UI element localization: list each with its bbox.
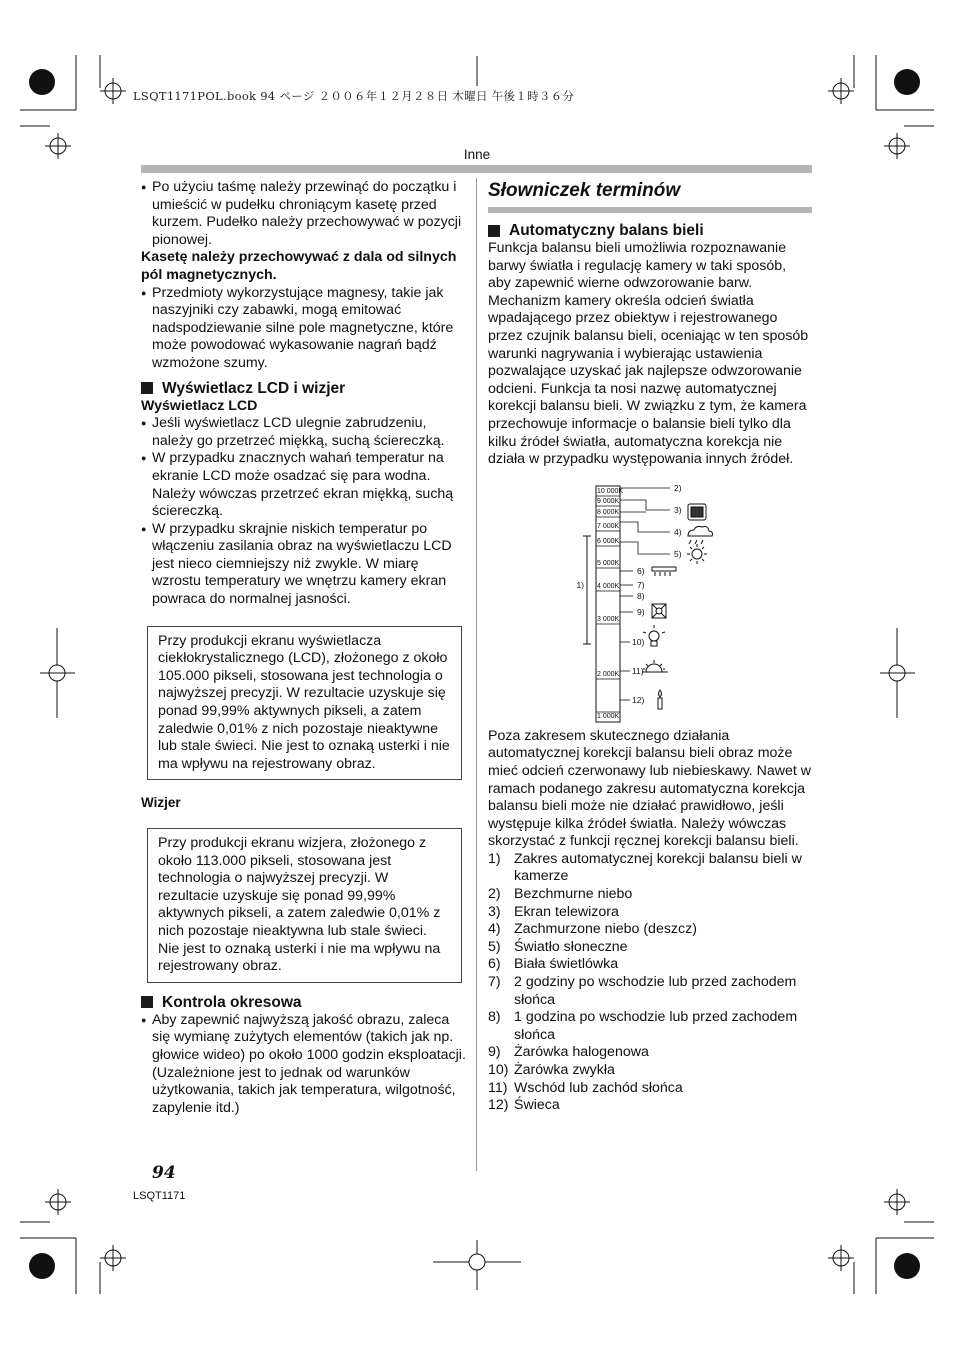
legend-text: Wschód lub zachód słońca: [514, 1079, 683, 1096]
tv-icon: [688, 504, 706, 520]
legend-number: 4): [488, 921, 501, 938]
marker-11: 11): [632, 665, 644, 676]
marker-3: 3): [674, 504, 682, 515]
glossary-bar: [488, 207, 812, 213]
scale-label: 6 000K: [597, 537, 620, 545]
scale-label: 1 000K: [597, 712, 620, 720]
document-code: LSQT1171: [133, 1190, 186, 1202]
legend-number: 3): [488, 903, 501, 920]
page-number: 94: [152, 1163, 176, 1183]
legend-item: [488, 974, 812, 1009]
lcd-section-heading: [141, 379, 466, 398]
right-column: [488, 179, 812, 1115]
legend-text: Ekran telewizora: [514, 903, 619, 920]
scale-label: 10 000K: [597, 487, 624, 495]
scale-label: 8 000K: [597, 508, 620, 516]
legend-item: [488, 886, 812, 904]
service-bullet: ● Aby zapewnić najwyższą jakość obrazu, zaleca się wymianę zużytych elementów (takich jak np. głowice wideo) po około 1000 godzin eksploatacji. (Uzależnione jest to jednak od warunków użytkowania, takich jak temperatura, wilgotność, zapylenie itd.): [141, 1012, 466, 1118]
legend-item: [488, 904, 812, 922]
legend-number: 7): [488, 974, 501, 991]
bullet-tape-rewind: ● Po użyciu taśmę należy przewinąć do początku i umieścić w pudełku chroniącym kasetę przed kurzem. Pudełko należy przechowywać w pozycji pionowej.: [141, 179, 466, 249]
marker-7: 7): [637, 579, 645, 590]
legend-number: 5): [488, 938, 501, 955]
legend-text: 1 godzina po wschodzie lub przed zachodem słońca: [514, 1009, 798, 1043]
viewfinder-subheading: Wizjer: [141, 795, 181, 811]
legend-number: 11): [488, 1079, 508, 1096]
legend-text: Żarówka zwykła: [514, 1062, 615, 1078]
awb-intro: Funkcja balansu bieli umożliwia rozpoznawanie barwy światła i regulację kamery w taki sposób, aby zapewnić wierne odwzorowanie barw. Mechanizm kamery określa odcień światła wpadającego przez obiektyw i rejestrowanego przez czujnik balansu bieli, oceniając w ten sposób warunki nagrywania i wybierając ustawienia pozwalające uzyskać jak najlepsze odwzorowanie odcieni. Funkcja ta nosi nazwę automatycznej korekcji balansu bieli. W związku z tym, że kamera przechowuje informacje o balansie bieli tylko dla kilku źródeł światła, automatyczna korekcja nie działa w przypadku występowania innych źródeł.: [488, 240, 809, 468]
viewfinder-note-text: Przy produkcji ekranu wizjera, złożonego z około 113.000 pikseli, stosowana jest technologia o najwyższej precyzji. W rezultacie uzyskuje się ponad 99,99% aktywnych pikseli, a zatem zaledwie 0,01% z nich pozostaje nieaktywna lub stale świeci. Nie jest to oznaką usterki i nie ma wpływu na rejestrowany obraz.: [158, 835, 441, 975]
marker-10: 10): [632, 636, 645, 647]
magnetic-warning: Kasetę należy przechowywać z dala od silnych pól magnetycznych.: [141, 249, 457, 283]
top-divider-bar: [141, 165, 812, 173]
lcd-bullet: ● Jeśli wyświetlacz LCD ulegnie zabrudzeniu, należy go przetrzeć miękką, suchą ściereczką.: [141, 415, 466, 450]
marker-8: 8): [637, 590, 645, 601]
scale-label: 7 000K: [597, 522, 620, 530]
column-divider: [476, 178, 477, 1171]
legend-number: 8): [488, 1009, 501, 1026]
lcd-subheading: Wyświetlacz LCD: [141, 397, 258, 414]
section-square-icon: [141, 996, 153, 1008]
lcd-note-text: Przy produkcji ekranu wyświetlacza ciekłokrystalicznego (LCD), złożonego z około 105.000 pikseli, stosowana jest technologia o najwyższej precyzji. W rezultacie uzyskuje się ponad 99,99% aktywnych pikseli, a zatem zaledwie 0,01% z nich pozostaje nieaktywne lub stale świeci. Nie jest to oznaką usterki i nie ma wpływu na rejestrowany obraz.: [158, 632, 450, 772]
lcd-bullet: ● W przypadku znacznych wahań temperatur na ekranie LCD może osadzać się para wodna. Należy wówczas przetrzeć ekran miękką, suchą ściereczką.: [141, 450, 466, 520]
legend-text: Zachmurzone niebo (deszcz): [514, 921, 697, 938]
section-label: Inne: [463, 147, 491, 162]
file-info-header: LSQT1171POL.book 94 ページ ２００６年１２月２８日 木曜日 午後１時３６分: [133, 89, 575, 103]
legend-item: [488, 921, 812, 939]
marker-5: 5): [674, 548, 682, 559]
legend-item: [488, 1044, 812, 1062]
lcd-section-title: Wyświetlacz LCD i wizjer: [162, 379, 346, 397]
scale-label: 9 000K: [597, 497, 620, 505]
color-temperature-scale-svg: [488, 484, 812, 724]
marker-1: 1): [576, 579, 584, 590]
scale-label: 4 000K: [597, 582, 620, 590]
legend-item: [488, 1097, 812, 1115]
legend-item: [488, 956, 812, 974]
legend-number: 2): [488, 886, 501, 903]
service-section-title: Kontrola okresowa: [162, 993, 302, 1011]
legend-number: 10): [488, 1062, 509, 1078]
service-section-heading: [141, 993, 466, 1012]
glossary-title: Słowniczek terminów: [488, 180, 681, 201]
legend-item: [488, 939, 812, 957]
legend-text: Świeca: [514, 1097, 560, 1114]
legend-text: Żarówka halogenowa: [514, 1044, 649, 1061]
legend-text: Światło słoneczne: [514, 938, 628, 955]
light-bulb-icon: [643, 625, 665, 646]
legend-item: [488, 851, 812, 886]
legend-number: 1): [488, 850, 501, 867]
scale-label: 3 000K: [597, 615, 620, 623]
section-square-icon: [488, 225, 500, 237]
legend-number: 12): [488, 1097, 509, 1114]
marker-6: 6): [637, 565, 645, 576]
cloud-icon: [688, 526, 713, 544]
legend-number: 9): [488, 1044, 501, 1061]
legend-list: [488, 851, 812, 1115]
awb-after: Poza zakresem skutecznego działania automatycznej korekcji balansu bieli obraz może mieć odcień czerwonawy lub niebieskawy. Nawet w ramach podanego zakresu automatyczna korekcja balansu bieli może nie działać prawidłowo, jeśli występuje kilka źródeł światła. Należy wówczas skorzystać z funkcji ręcznej korekcji balansu bieli.: [488, 727, 812, 850]
sunset-icon: [642, 660, 668, 672]
legend-item: [488, 1009, 812, 1044]
scale-label: 5 000K: [597, 559, 620, 567]
legend-text: Bezchmurne niebo: [514, 886, 633, 903]
viewfinder-note-box: [147, 828, 462, 983]
marker-9: 9): [637, 606, 645, 617]
halogen-lamp-icon: [652, 604, 666, 618]
section-square-icon: [141, 382, 153, 394]
bullet-magnets: ● Przedmioty wykorzystujące magnesy, takie jak naszyjniki czy zabawki, mogą emitować nadspodziewanie silne pole magnetyczne, które może powodować wykasowanie nagrań bądź wzmożone szumy.: [141, 285, 466, 373]
scale-label: 2 000K: [597, 670, 620, 678]
legend-text: Biała świetlówka: [514, 956, 619, 973]
candle-icon: [658, 690, 662, 709]
legend-item: [488, 1062, 812, 1080]
marker-2: 2): [674, 483, 682, 493]
legend-text: Zakres automatycznej korekcji balansu bieli w kamerze: [514, 850, 802, 885]
marker-12: 12): [632, 694, 645, 705]
legend-item: [488, 1080, 812, 1098]
legend-number: 6): [488, 956, 501, 973]
fluorescent-lamp-icon: [652, 567, 676, 576]
marker-4: 4): [674, 526, 682, 537]
awb-title: Automatyczny balans bieli: [509, 222, 704, 239]
color-temperature-diagram: [488, 484, 812, 724]
left-column: [141, 179, 466, 1117]
legend-text: 2 godziny po wschodzie lub przed zachodem słońca: [514, 974, 797, 1008]
awb-heading: [488, 221, 812, 240]
lcd-note-box: [147, 626, 462, 781]
sun-icon: [687, 544, 707, 564]
lcd-bullet: ● W przypadku skrajnie niskich temperatur po włączeniu zasilania obraz na wyświetlaczu LCD jest nieco ciemniejszy niż zwykle. W miarę wzrostu temperatury we wnętrzu kamery ekran powraca do normalnej jasności.: [141, 521, 466, 609]
